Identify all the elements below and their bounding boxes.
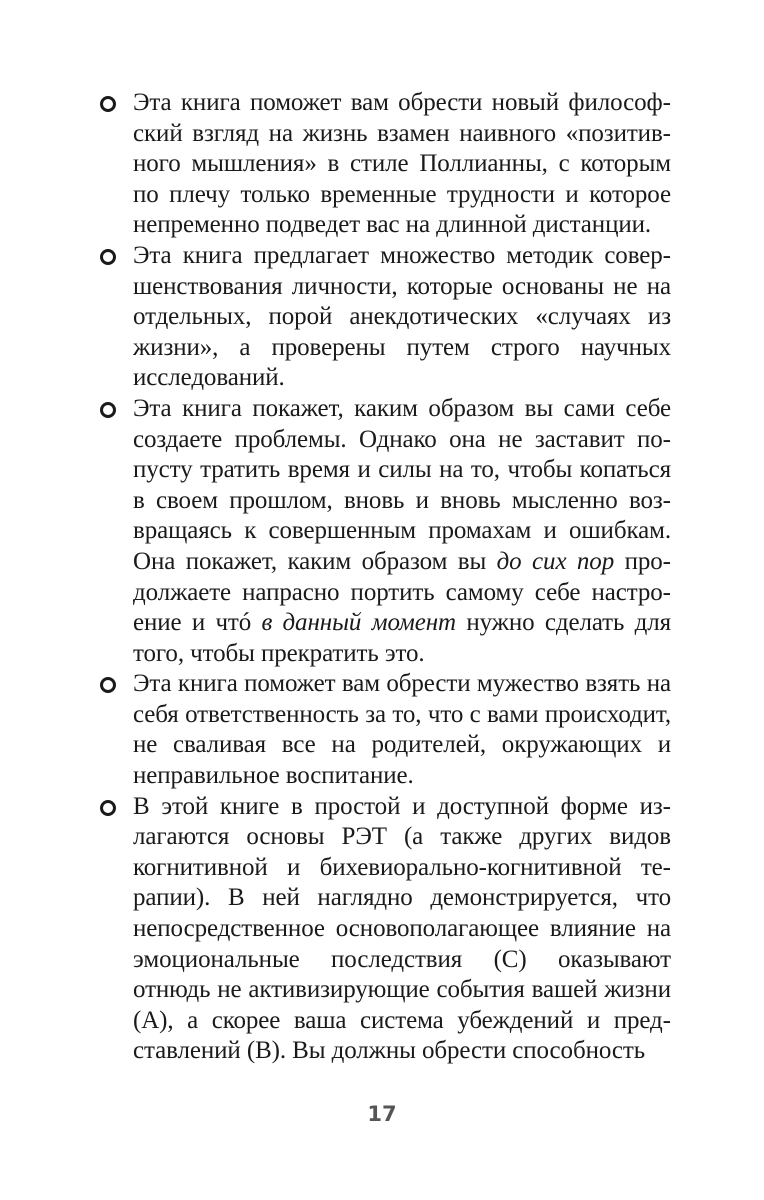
list-item (96, 792, 671, 1067)
circle-bullet-icon (100, 96, 116, 112)
italic-phrase: в данный момент (261, 609, 457, 637)
page-number: 17 (367, 1102, 397, 1126)
list-item-text: Эта книга покажет, каким образом вы сами себе создаете проблемы. Однако она не заставит попусту тратить время и силы на то, чтобы копаться в своем прошлом, вновь и вновь мысленно возвращаясь к совершенным промахам и ошибкам. Она покажет, каким образом вы (133, 394, 671, 575)
list-item-text: нужно сделать для того, чтобы прекратить это. (133, 609, 671, 667)
list-item-text: Эта книга поможет вам обрести мужество взять на себя ответственность за то, что с вами происходит, не сваливая все на родителей, окружающих и неправильное воспитание. (133, 670, 671, 790)
list-item-text: продолжаете напрасно портить самому себе настроение и чтó (133, 547, 671, 637)
circle-bullet-icon (100, 677, 116, 693)
list-item-text: Эта книга предлагает множество методик совершенствования личности, которые основаны не на отдельных, порой анекдотических «случаях из жизни», а проверены путем строго научных исследований. (133, 241, 671, 392)
list-item-text: В этой книге в простой и доступной форме излагаются основы РЭТ (а также других видов когнитивной и бихевиорально-когнитивной терапии). В ней наглядно демонстрируется, что непосредственное основополагающее влияние на эмоциональные последствия (С) оказывают отнюдь не активизирующие события вашей жизни (А), а скорее ваша система убеждений и представлений (В). Вы должны обрести способность (133, 792, 671, 1065)
list-item (96, 669, 671, 791)
circle-bullet-icon (100, 402, 116, 418)
bullet-list (96, 88, 671, 1067)
list-item (96, 241, 671, 394)
list-item-text: Эта книга поможет вам обрести новый философский взгляд на жизнь взамен наивного «позитивного мышления» в стиле Поллианны, с которым по плечу только временные трудности и которое непременно подведет вас на длинной дистанции. (133, 89, 671, 239)
italic-phrase: до сих пор (496, 547, 615, 575)
list-item (96, 394, 671, 669)
list-item (96, 88, 671, 241)
circle-bullet-icon (100, 800, 116, 816)
circle-bullet-icon (100, 249, 116, 265)
